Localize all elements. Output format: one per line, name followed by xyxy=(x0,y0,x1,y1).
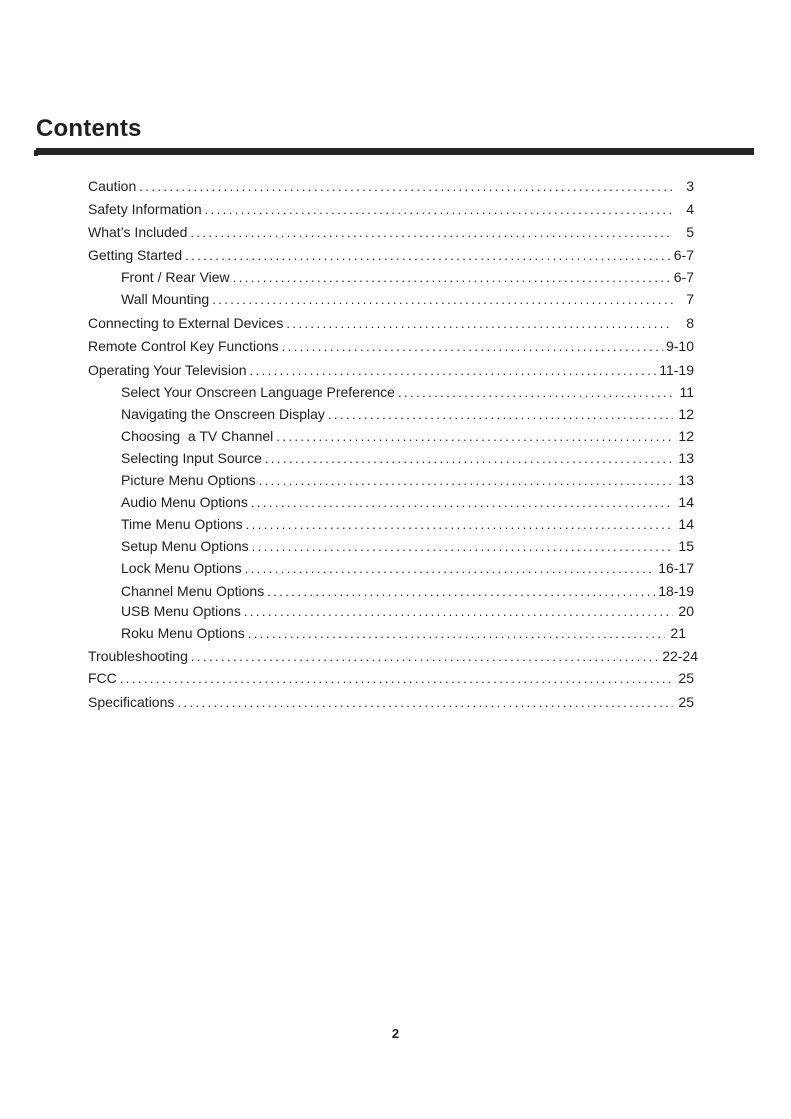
toc-entry-specifications[interactable] xyxy=(88,692,694,712)
toc-entry-label: Lock Menu Options xyxy=(121,560,242,576)
toc-entry-operating-your-television[interactable] xyxy=(88,360,694,380)
dot-leader xyxy=(259,471,673,491)
toc-entry-page: 25 xyxy=(678,670,694,686)
toc-entry-label: What’s Included xyxy=(88,224,188,240)
dot-leader xyxy=(265,449,673,469)
dot-leader xyxy=(252,537,673,557)
toc-entry-label: Time Menu Options xyxy=(121,516,243,532)
toc-entry-label: Channel Menu Options xyxy=(121,583,265,599)
toc-entry-channel-menu-options[interactable] xyxy=(121,581,694,601)
toc-entry-usb-menu-options[interactable] xyxy=(121,601,694,621)
dot-leader xyxy=(398,383,673,403)
dot-leader xyxy=(244,602,673,622)
toc-entry-selecting-input-source[interactable] xyxy=(121,448,694,468)
toc-entry-whats-included[interactable] xyxy=(88,222,694,242)
toc-entry-picture-menu-options[interactable] xyxy=(121,470,694,490)
toc-entry-time-menu-options[interactable] xyxy=(121,514,694,534)
dot-leader xyxy=(177,693,673,713)
toc-entry-page: 5 xyxy=(686,224,694,240)
toc-entry-page: 3 xyxy=(686,178,694,194)
page-number: 2 xyxy=(391,1026,400,1041)
toc-entry-audio-menu-options[interactable] xyxy=(121,492,694,512)
dot-leader xyxy=(205,200,673,220)
toc-entry-label: Specifications xyxy=(88,694,175,710)
dot-leader xyxy=(212,290,673,310)
toc-entry-page: 13 xyxy=(678,472,694,488)
toc-entry-page: 11-19 xyxy=(659,362,694,378)
toc-entry-connecting-external-devices[interactable] xyxy=(88,313,694,333)
dot-leader xyxy=(191,647,659,667)
toc-entry-lock-menu-options[interactable] xyxy=(121,558,694,578)
toc-entry-page: 13 xyxy=(678,450,694,466)
dot-leader xyxy=(248,624,665,644)
toc-entry-page: 15 xyxy=(678,538,694,554)
toc-entry-page: 11 xyxy=(679,384,694,400)
toc-entry-fcc[interactable] xyxy=(88,668,694,688)
dot-leader xyxy=(282,337,663,357)
toc-entry-onscreen-language[interactable] xyxy=(121,382,694,402)
toc-entry-troubleshooting[interactable] xyxy=(88,646,698,666)
page-title: Contents xyxy=(36,115,142,142)
dot-leader xyxy=(328,405,673,425)
toc-entry-getting-started[interactable] xyxy=(88,245,694,265)
dot-leader xyxy=(139,177,673,197)
toc-entry-label: Selecting Input Source xyxy=(121,450,262,466)
toc-entry-caution[interactable] xyxy=(88,176,694,196)
toc-entry-page: 12 xyxy=(678,428,694,444)
toc-entry-label: Navigating the Onscreen Display xyxy=(121,406,325,422)
toc-entry-roku-menu-options[interactable] xyxy=(121,623,686,643)
toc-entry-page: 9-10 xyxy=(665,338,694,354)
toc-entry-page: 6-7 xyxy=(673,269,694,285)
toc-entry-label: Setup Menu Options xyxy=(121,538,249,554)
toc-entry-label: FCC xyxy=(88,670,117,686)
toc-entry-page: 14 xyxy=(678,516,694,532)
toc-entry-label: USB Menu Options xyxy=(121,603,241,619)
toc-entry-label: Connecting to External Devices xyxy=(88,315,284,331)
toc-entry-label: Audio Menu Options xyxy=(121,494,248,510)
toc-entry-front-rear-view[interactable] xyxy=(121,267,694,287)
dot-leader xyxy=(267,582,655,602)
toc-entry-page: 22-24 xyxy=(662,648,698,664)
toc-entry-label: Remote Control Key Functions xyxy=(88,338,279,354)
toc-entry-page: 14 xyxy=(678,494,694,510)
toc-entry-safety-information[interactable] xyxy=(88,199,694,219)
toc-entry-label: Wall Mounting xyxy=(121,291,210,307)
toc-entry-label: Getting Started xyxy=(88,247,183,263)
toc-entry-page: 4 xyxy=(686,201,694,217)
toc-entry-choosing-tv-channel[interactable] xyxy=(121,426,694,446)
dot-leader xyxy=(251,493,673,513)
toc-entry-label: Choosing a TV Channel xyxy=(121,428,274,444)
toc-entry-label: Picture Menu Options xyxy=(121,472,256,488)
dot-leader xyxy=(276,427,673,447)
toc-entry-page: 21 xyxy=(670,625,686,641)
toc-entry-page: 18-19 xyxy=(658,583,694,599)
toc-entry-page: 12 xyxy=(678,406,694,422)
toc-entry-remote-control-key-functions[interactable] xyxy=(88,336,694,356)
toc-entry-label: Operating Your Television xyxy=(88,362,247,378)
dot-leader xyxy=(120,669,673,689)
toc-entry-label: Select Your Onscreen Language Preference xyxy=(121,384,395,400)
toc-entry-label: Front / Rear View xyxy=(121,269,230,285)
toc-entry-navigating-onscreen-display[interactable] xyxy=(121,404,694,424)
dot-leader xyxy=(245,559,656,579)
dot-leader xyxy=(233,268,671,288)
toc-entry-page: 6-7 xyxy=(673,247,694,263)
toc-entry-label: Caution xyxy=(88,178,137,194)
title-divider xyxy=(36,148,754,155)
toc-entry-page: 16-17 xyxy=(658,560,694,576)
toc-entry-page: 20 xyxy=(678,603,694,619)
dot-leader xyxy=(185,246,671,266)
toc-entry-label: Safety Information xyxy=(88,201,202,217)
toc-entry-wall-mounting[interactable] xyxy=(121,289,694,309)
toc-entry-page: 8 xyxy=(686,315,694,331)
dot-leader xyxy=(190,223,673,243)
toc-entry-page: 7 xyxy=(686,291,694,307)
toc-entry-setup-menu-options[interactable] xyxy=(121,536,694,556)
dot-leader xyxy=(286,314,673,334)
toc-entry-page: 25 xyxy=(678,694,694,710)
dot-leader xyxy=(246,515,673,535)
toc-entry-label: Roku Menu Options xyxy=(121,625,245,641)
dot-leader xyxy=(250,361,657,381)
toc-entry-label: Troubleshooting xyxy=(88,648,188,664)
